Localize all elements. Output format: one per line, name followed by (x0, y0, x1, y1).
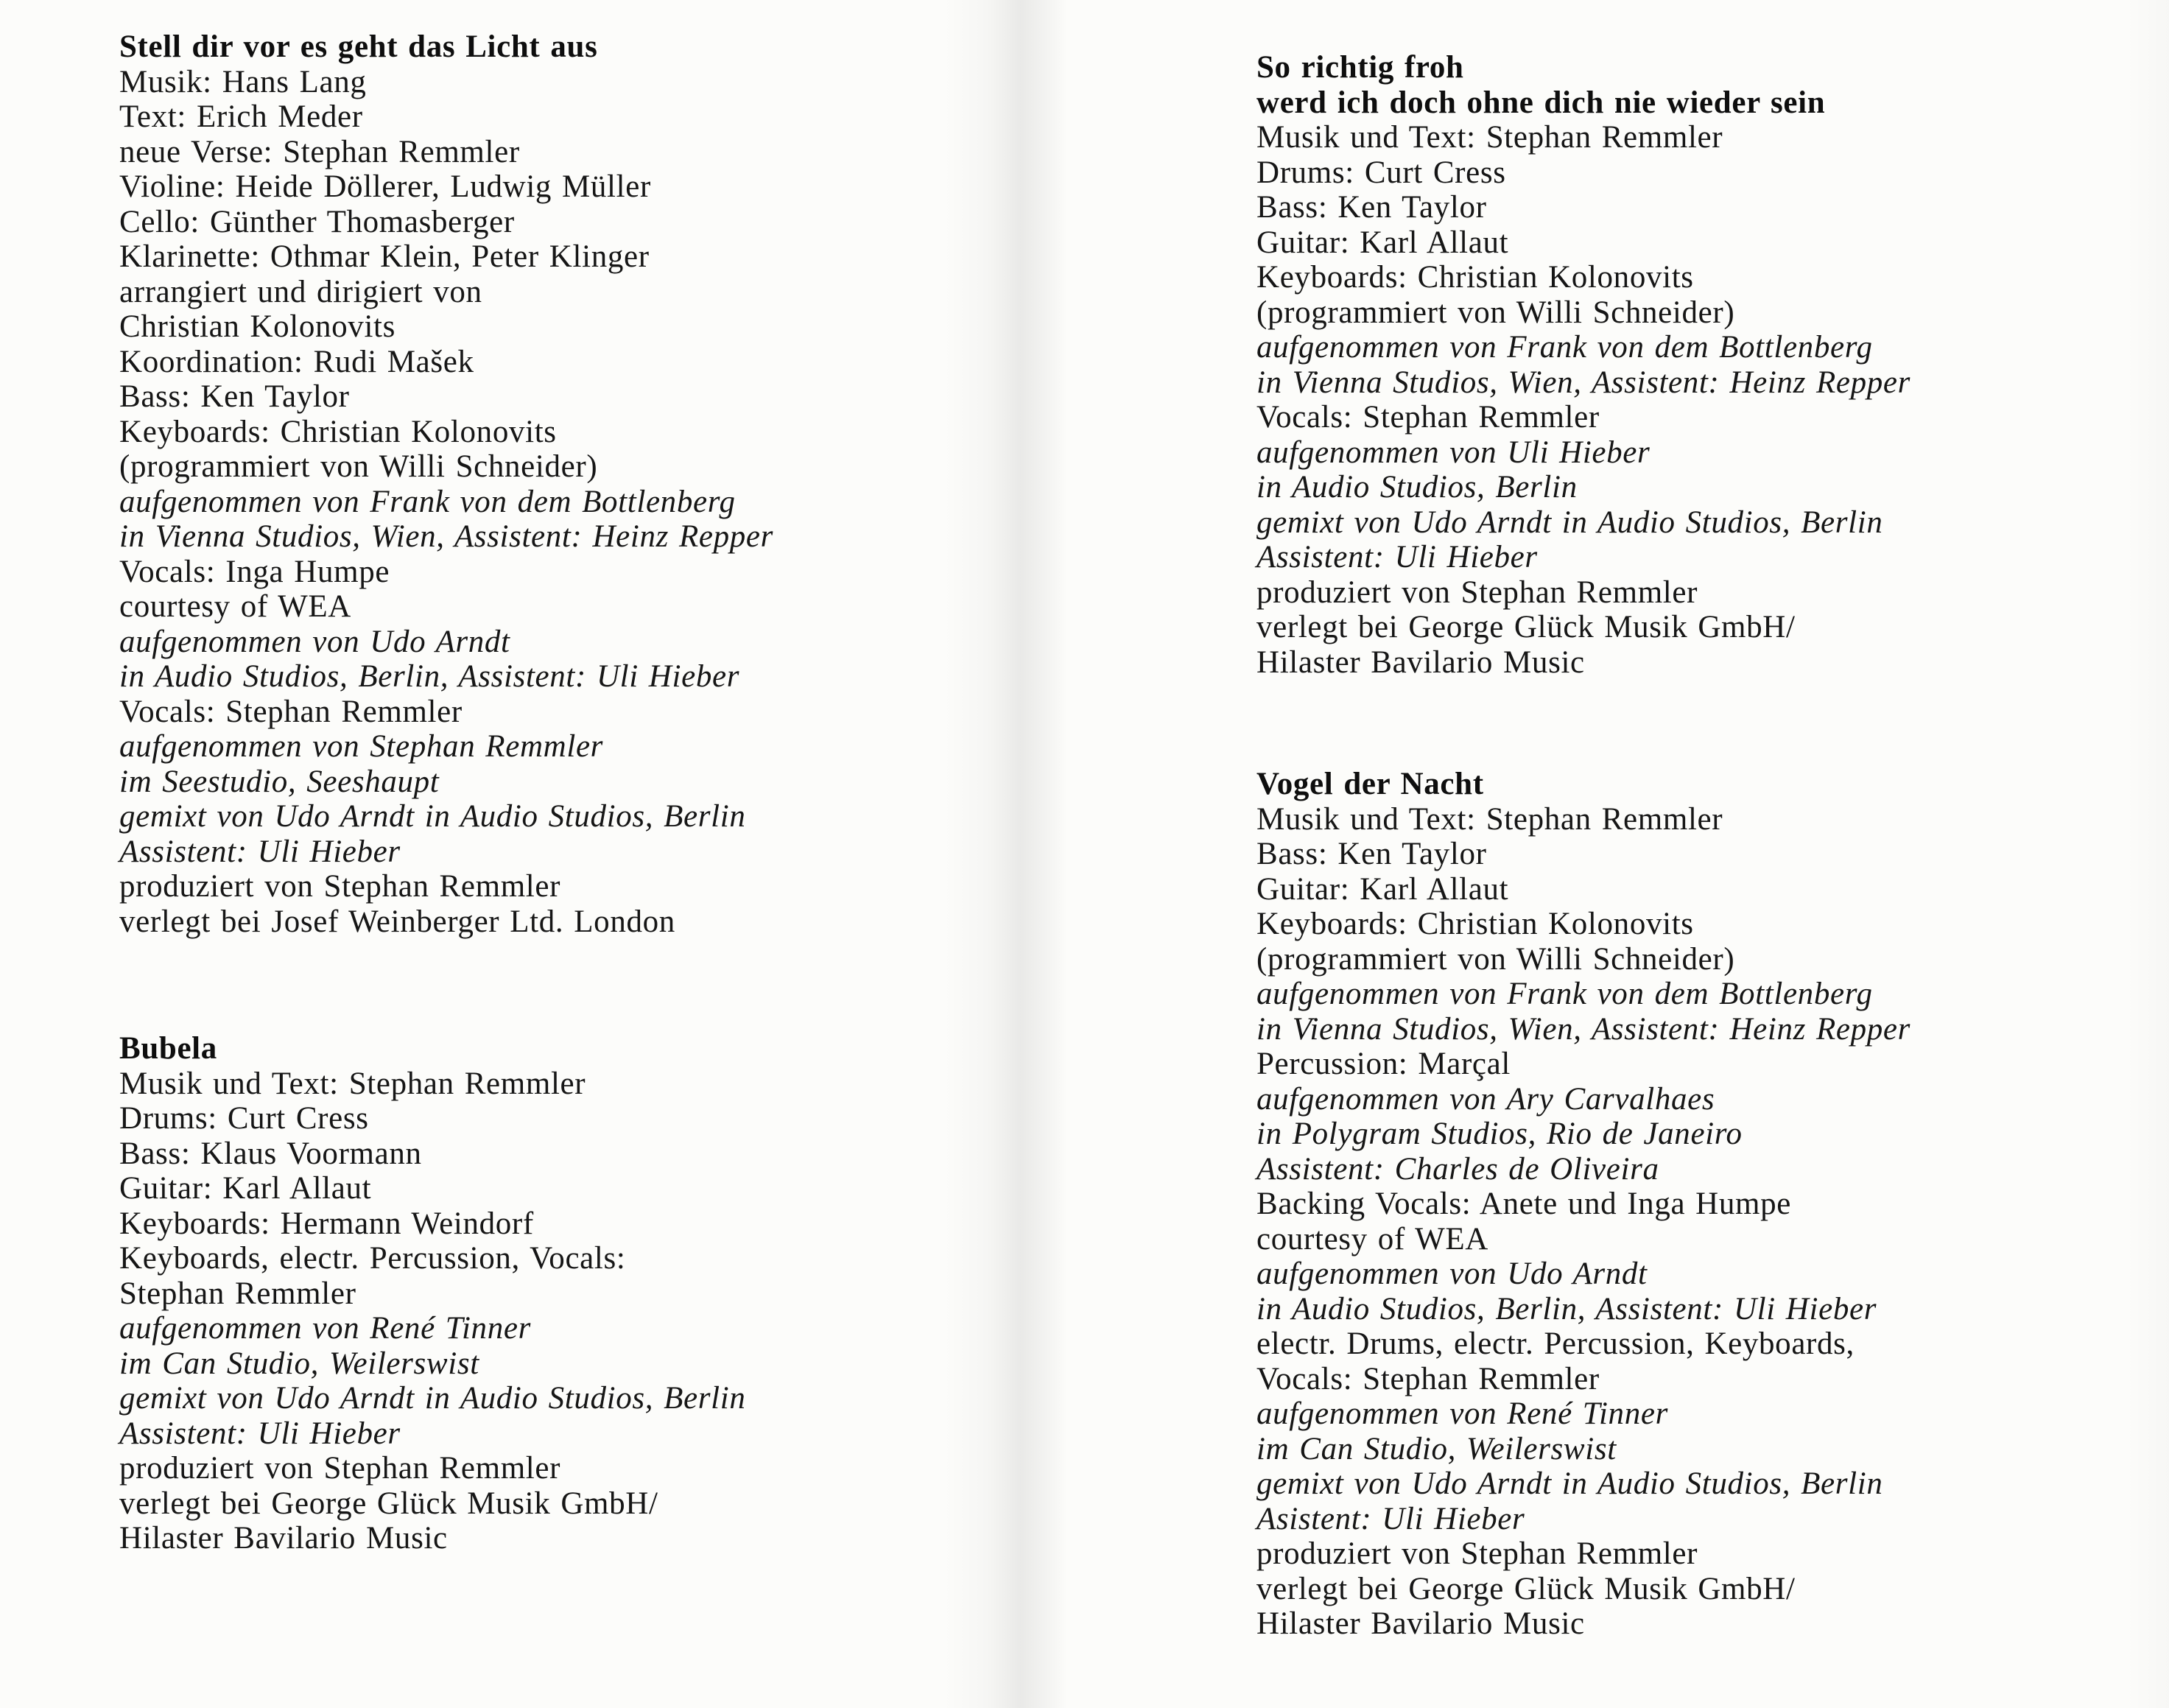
credit-line: Hilaster Bavilario Music (1256, 644, 1585, 680)
credit-line: Bass: Ken Taylor (1256, 190, 1487, 225)
credit-line: verlegt bei George Glück Musik GmbH/ (1256, 610, 1796, 644)
credit-line: arrangiert und dirigiert von (119, 274, 482, 309)
credit-line: im Can Studio, Weilerswist (1256, 1431, 1617, 1466)
credit-line: aufgenommen von Frank von dem Bottlenberg (1256, 330, 1873, 365)
credit-line: Musik und Text: Stephan Remmler (1256, 120, 1723, 155)
credit-line: Violine: Heide Döllerer, Ludwig Müller (119, 169, 651, 204)
credit-line: aufgenommen von Ary Carvalhaes (1256, 1081, 1715, 1117)
credit-line: Asistent: Uli Hieber (1256, 1501, 1525, 1536)
credit-line: aufgenommen von Udo Arndt (1256, 1257, 1648, 1291)
credit-line: Assistent: Uli Hieber (119, 834, 401, 869)
credit-line: (programmiert von Willi Schneider) (119, 449, 598, 484)
credit-line: Bass: Ken Taylor (119, 379, 350, 414)
credit-line: Vocals: Inga Humpe (119, 554, 390, 589)
page-left (119, 29, 1047, 1556)
credit-line: Backing Vocals: Anete und Inga Humpe (1256, 1187, 1791, 1221)
credit-line: aufgenommen von Frank von dem Bottlenberg (119, 484, 736, 519)
credit-line: Musik und Text: Stephan Remmler (119, 1066, 586, 1101)
song-title (119, 1031, 1047, 1066)
credit-line: in Audio Studios, Berlin, Assistent: Uli Hieber (119, 659, 740, 694)
credit-line: verlegt bei Josef Weinberger Ltd. London (119, 904, 675, 939)
song-title-line: Bubela (119, 1031, 217, 1066)
song-title (1256, 50, 2169, 120)
credit-line: gemixt von Udo Arndt in Audio Studios, Berlin (119, 799, 746, 834)
credit-line: aufgenommen von Udo Arndt (119, 624, 510, 659)
song-section-vogel-der-nacht (1256, 767, 2169, 1642)
credit-lines (119, 65, 1047, 940)
credit-line: produziert von Stephan Remmler (119, 1451, 561, 1486)
credit-line: produziert von Stephan Remmler (119, 869, 561, 904)
credit-line: verlegt bei George Glück Musik GmbH/ (1256, 1571, 1796, 1606)
credit-line: Assistent: Charles de Oliveira (1256, 1151, 1659, 1187)
song-title-line: So richtig froh (1256, 50, 1464, 85)
credit-line: Cello: Günther Thomasberger (119, 204, 515, 239)
credit-line: Hilaster Bavilario Music (1256, 1606, 1585, 1641)
credit-line: Guitar: Karl Allaut (119, 1171, 372, 1206)
credit-line: aufgenommen von Stephan Remmler (119, 729, 604, 764)
song-title (1256, 767, 2169, 802)
credit-line: produziert von Stephan Remmler (1256, 574, 1698, 610)
credit-line: in Vienna Studios, Wien, Assistent: Heinz Repper (119, 519, 774, 554)
credit-line: courtesy of WEA (119, 589, 351, 624)
credit-line: Vocals: Stephan Remmler (1256, 1361, 1600, 1396)
credit-line: aufgenommen von René Tinner (119, 1311, 531, 1346)
credit-line: neue Verse: Stephan Remmler (119, 134, 520, 169)
credit-line: Guitar: Karl Allaut (1256, 871, 1509, 907)
credit-line: Klarinette: Othmar Klein, Peter Klinger (119, 239, 650, 274)
credit-lines (119, 1066, 1047, 1556)
credit-line: Bass: Ken Taylor (1256, 837, 1487, 871)
credit-line: Keyboards: Christian Kolonovits (119, 414, 557, 449)
credit-line: in Audio Studios, Berlin, Assistent: Uli Hieber (1256, 1291, 1877, 1326)
credit-line: Christian Kolonovits (119, 309, 396, 344)
credit-line: Percussion: Marçal (1256, 1047, 1511, 1081)
credit-line: Assistent: Uli Hieber (1256, 540, 1538, 574)
song-title-line: Stell dir vor es geht das Licht aus (119, 29, 598, 64)
credit-line: Keyboards: Christian Kolonovits (1256, 907, 1694, 941)
song-title-line: werd ich doch ohne dich nie wieder sein (1256, 85, 1826, 120)
credit-line: in Vienna Studios, Wien, Assistent: Heinz Repper (1256, 365, 1911, 400)
credit-line: Vocals: Stephan Remmler (119, 694, 463, 729)
credit-lines (1256, 120, 2169, 680)
credit-line: Keyboards, electr. Percussion, Vocals: (119, 1241, 626, 1276)
credit-line: in Vienna Studios, Wien, Assistent: Heinz Repper (1256, 1011, 1911, 1047)
song-section-so-richtig-froh (1256, 50, 2169, 680)
credit-line: gemixt von Udo Arndt in Audio Studios, Berlin (119, 1381, 746, 1416)
song-section-bubela (119, 1031, 1047, 1556)
credit-line: aufgenommen von Uli Hieber (1256, 435, 1651, 470)
credit-line: im Seestudio, Seeshaupt (119, 764, 440, 799)
credit-line: gemixt von Udo Arndt in Audio Studios, Berlin (1256, 505, 1883, 540)
credit-lines (1256, 802, 2169, 1642)
credit-line: Assistent: Uli Hieber (119, 1416, 401, 1451)
credit-line: gemixt von Udo Arndt in Audio Studios, Berlin (1256, 1466, 1883, 1501)
credit-line: in Polygram Studios, Rio de Janeiro (1256, 1117, 1743, 1151)
credit-line: Musik und Text: Stephan Remmler (1256, 801, 1723, 837)
credit-line: Drums: Curt Cress (119, 1101, 369, 1136)
credit-line: aufgenommen von Frank von dem Bottlenberg (1256, 977, 1873, 1011)
credit-line: Hilaster Bavilario Music (119, 1521, 448, 1556)
credit-line: Text: Erich Meder (119, 99, 363, 134)
credit-line: Guitar: Karl Allaut (1256, 225, 1509, 260)
credit-line: Bass: Klaus Voormann (119, 1136, 422, 1171)
credit-line: Musik: Hans Lang (119, 64, 367, 99)
credit-line: Drums: Curt Cress (1256, 155, 1506, 190)
song-title-line: Vogel der Nacht (1256, 767, 1484, 801)
credit-line: in Audio Studios, Berlin (1256, 470, 1578, 505)
credit-line: Keyboards: Hermann Weindorf (119, 1206, 534, 1241)
credit-line: Vocals: Stephan Remmler (1256, 400, 1600, 435)
credit-line: Koordination: Rudi Mašek (119, 344, 474, 379)
song-title (119, 29, 1047, 65)
credit-line: Stephan Remmler (119, 1276, 356, 1311)
credit-line: verlegt bei George Glück Musik GmbH/ (119, 1486, 658, 1521)
credit-line: im Can Studio, Weilerswist (119, 1346, 479, 1381)
credit-line: Keyboards: Christian Kolonovits (1256, 260, 1694, 295)
page-right (1256, 50, 2169, 1642)
credit-line: electr. Drums, electr. Percussion, Keyboards, (1256, 1326, 1855, 1361)
credit-line: aufgenommen von René Tinner (1256, 1396, 1668, 1431)
credit-line: produziert von Stephan Remmler (1256, 1536, 1698, 1571)
credit-line: (programmiert von Willi Schneider) (1256, 941, 1735, 977)
credit-line: courtesy of WEA (1256, 1221, 1488, 1257)
credit-line: (programmiert von Willi Schneider) (1256, 295, 1735, 330)
song-section-stell-dir-vor (119, 29, 1047, 939)
